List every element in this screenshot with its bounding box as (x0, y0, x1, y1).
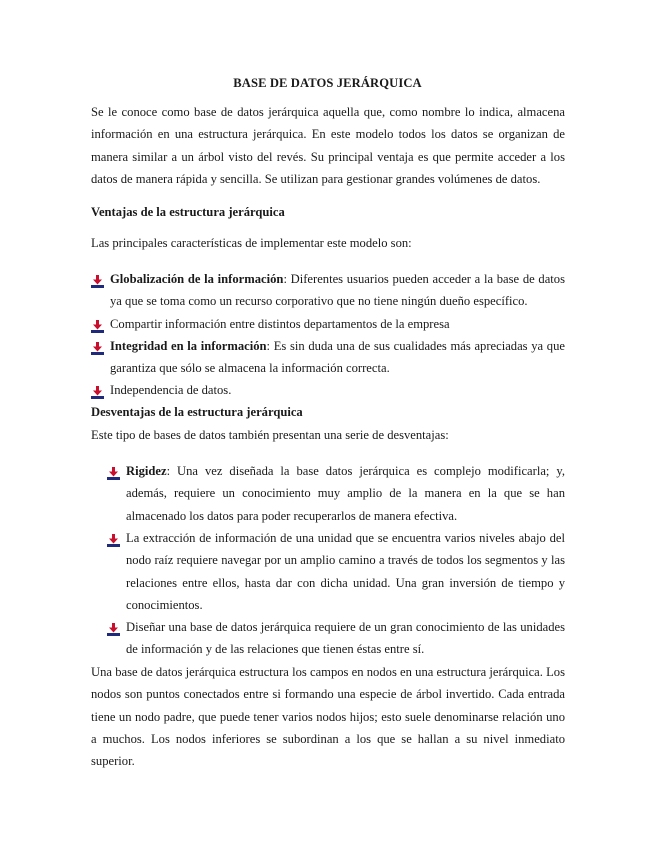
down-arrow-bullet-icon (107, 465, 120, 478)
list-item (107, 460, 565, 527)
item-text: Diseñar una base de datos jerárquica requiere de un gran conocimiento de las unidades de información y de las relaciones que tienen éstas entre sí. (126, 620, 565, 657)
down-arrow-bullet-icon (91, 273, 104, 286)
disadvantages-heading: Desventajas de la estructura jerárquica (91, 405, 303, 419)
list-item (91, 335, 565, 380)
item-text: : Una vez diseñada la base datos jerárquica es complejo modificarla; y, además, requiere un conocimiento muy amplio de la manera en la que se han almacenado los datos para poder recuperarlos de manera efectiva. (126, 464, 565, 523)
closing-paragraph: Una base de datos jerárquica estructura los campos en nodos en una estructura jerárquica. Los nodos son puntos conectados entre si formando una especie de árbol invertido. Cada entrada tiene un nodo padre, que puede tener varios nodos hijos; esto suele denominarse relación uno a muchos. Los nodos inferiores se subordinan a los que se hallan a su nivel inmediato superior. (91, 665, 565, 769)
item-text: : Diferentes usuarios pueden acceder a la base de datos ya que se toma como un recurso corporativo que no tiene ningún dueño específico. (110, 272, 566, 309)
list-item (107, 616, 565, 661)
list-item (91, 268, 565, 313)
list-item (107, 527, 565, 616)
item-text: Compartir información entre distintos departamentos de la empresa (110, 317, 450, 331)
disadvantages-lead: Este tipo de bases de datos también presentan una serie de desventajas: (91, 428, 449, 442)
advantages-lead: Las principales características de implementar este modelo son: (91, 236, 412, 250)
item-text: : Es sin duda una de sus cualidades más apreciadas ya que garantiza que sólo se almacena la información correcta. (110, 339, 565, 376)
item-bold: Globalización de la información (110, 272, 284, 286)
item-bold: Integridad en la información (110, 339, 267, 353)
down-arrow-bullet-icon (91, 340, 104, 353)
down-arrow-bullet-icon (91, 384, 104, 397)
down-arrow-bullet-icon (107, 621, 120, 634)
advantages-heading: Ventajas de la estructura jerárquica (91, 205, 285, 219)
list-item (91, 379, 565, 401)
item-bold: Rigidez (126, 464, 167, 478)
page-title: BASE DE DATOS JERÁRQUICA (233, 76, 422, 90)
item-text: Independencia de datos. (110, 383, 232, 397)
intro-paragraph: Se le conoce como base de datos jerárquica aquella que, como nombre lo indica, almacena información en una estructura jerárquica. En este modelo todos los datos se organizan de manera similar a un árbol visto del revés. Su principal ventaja es que permite acceder a los datos de manera rápida y sencilla. Se utilizan para gestionar grandes volúmenes de datos. (91, 105, 565, 186)
down-arrow-bullet-icon (107, 532, 120, 545)
down-arrow-bullet-icon (91, 318, 104, 331)
item-text: La extracción de información de una unidad que se encuentra varios niveles abajo del nodo raíz requiere navegar por un amplio camino a través de todos los segmentos y las relaciones entre ellos, hasta dar con dicha unidad. Una gran inversión de tiempo y conocimientos. (126, 531, 565, 612)
list-item (91, 313, 565, 335)
